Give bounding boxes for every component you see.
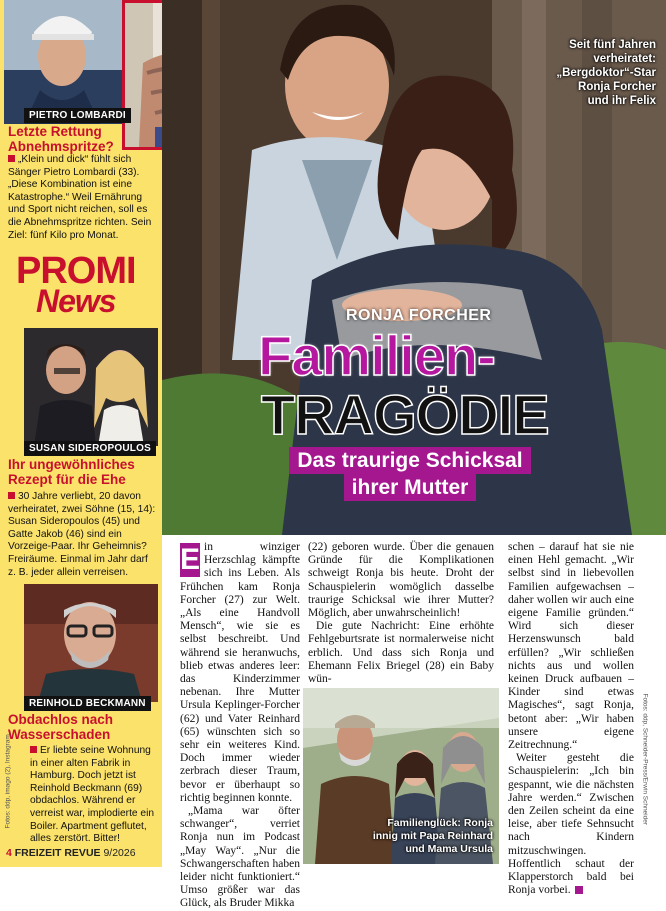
column-1-text-b: „Mama war öfter schwanger“, verriet Ronja nun im Podcast „May Way“. „Nur die Schwangerschaften haben leider nicht funktioniert.“ Umso größer war das Glück, als Bruder Mikka <box>180 805 300 910</box>
caption-susan-sideropoulos: SUSAN SIDEROPOULOS <box>24 441 156 456</box>
headline-pietro-lombardi: Letzte Rettung Abnehmspritze? <box>8 124 114 154</box>
headline-reinhold-beckmann: Obdachlos nach Wasserschaden <box>8 712 114 742</box>
logo-news: News <box>36 283 116 319</box>
photo-credit-right <box>640 693 650 826</box>
article-kicker: RONJA FORCHER <box>346 307 492 324</box>
text-reinhold-beckmann <box>30 745 156 846</box>
caption-pietro-lombardi: PIETRO LOMBARDI <box>24 108 131 123</box>
column-3-text-b: Weiter gesteht die Schauspielerin: „Ich bin gespannt, wie die nächsten Jahre werden.“ Zwischen den Zeilen scheint da eine leise, aber tiefe Sehnsucht nach Kindern mitzuschwingen. Hoffentlich schaut der Klapperstorch bald bei Ronja vorbei. <box>508 752 634 897</box>
photo-credit-left <box>3 734 13 830</box>
column-2-text: (22) geboren wurde. Über die genauen Gründe für die Komplikationen schweigt Ronja bis heute. Droht der Schauspielerin womöglich dasselbe traurige Schicksal wie ihrer Mutter? Möglich, aber unwahrscheinlich! <box>308 541 494 620</box>
text-susan-sideropoulos-body: 30 Jahre verliebt, 20 davon verheiratet, zwei Söhne (15, 14): Susan Sideropoulos (45) und Gatte Jakob (46) sind ein Vorzeige-Paar. Ihr Geheimnis? Freiräume. Einmal im Jahr darf z. B. jeder allein verreisen. <box>8 491 156 578</box>
article-column-3 <box>508 541 634 897</box>
end-mark <box>575 886 583 894</box>
sidebar-promi-news <box>0 0 162 867</box>
dropcap: E <box>180 543 201 576</box>
page-footer <box>6 847 136 859</box>
subtitle-line1: Das traurige Schicksal <box>289 447 530 474</box>
logo-promi: PROMI <box>16 250 136 292</box>
text-pietro-lombardi-body: „Klein und dick“ fühlt sich Sänger Pietro Lombardi (33). „Diese Kombination ist eine Katastrophe.“ Weil Ernährung und Sport nicht reichen, soll es die Abnehmspritze richten. Sein Ziel: fünf Kilo pro Monat. <box>8 154 152 241</box>
photo-susan-sideropoulos <box>24 328 158 446</box>
article-title-line1: Familien- <box>258 324 495 387</box>
inset-caption-line: und Mama Ursula <box>405 843 493 855</box>
hero-caption-line: Ronja Forcher <box>578 81 656 93</box>
bullet-square <box>8 492 15 499</box>
photo-pietro-lombardi-portrait <box>4 0 122 124</box>
photo-credit-left-text: Fotos: ddp, imago (2), Instagram <box>4 734 12 829</box>
column-3-text: schen – darauf hat sie nie einen Hehl gemacht. „Wir selbst sind in liebevollen Familien aufgewachsen – daher wollen wir auch eine eigene Familie gründen.“ Wird sich dieser Herzenswunsch bald erfüllen? „Wir schließen nichts aus und wollen keinen Druck aufbauen – Kinder sind etwas Magisches“, sagt Ronja, betont aber: „Wir haben unsere eigene Zeitrechnung.“ <box>508 541 634 752</box>
magazine-name: FREIZEIT REVUE <box>14 847 101 859</box>
photo-credit-right-text: Fotos: ddp, Schneider-Press/Erwin Schneider <box>641 693 649 826</box>
article-subtitle <box>265 447 555 501</box>
inset-caption <box>373 817 493 856</box>
hero-caption-line: Seit fünf Jahren <box>569 39 656 51</box>
hero-caption-line: „Bergdoktor“-Star <box>556 67 656 79</box>
text-susan-sideropoulos <box>8 491 156 579</box>
hero-caption-line: verheiratet: <box>593 53 656 65</box>
article-title-line2: TRAGÖDIE <box>261 383 549 446</box>
inset-caption-line: Familienglück: Ronja <box>387 817 493 829</box>
photo-reinhold-beckmann <box>24 584 158 702</box>
caption-reinhold-beckmann: REINHOLD BECKMANN <box>24 696 151 711</box>
headline-susan-sideropoulos: Ihr ungewöhnliches Rezept für die Ehe <box>8 457 135 487</box>
subtitle-line2: ihrer Mutter <box>344 474 477 501</box>
column-1-text: in winziger Herzschlag kämpfte sich ins Leben. Als Frühchen kam Ronja Forcher (27) zur Welt. „Als eine Handvoll Mensch“, wie sie es selbst beschreibt. Und während sie heranwuchs, blieb etwas anderes leer: das Kinderzimmer nebenan. Ihre Mutter Ursula Keplinger-Forcher (62) und Vater Reinhard (65) wünschten sich so sehr ein weiteres Kind. Doch immer wieder zerbrach dieser Traum, bevor er überhaupt so richtig beginnen konnte. <box>180 541 300 804</box>
issue-number: 9/2026 <box>103 847 136 859</box>
inset-caption-line: innig mit Papa Reinhard <box>372 830 493 842</box>
article-column-1 <box>180 541 300 911</box>
photo-family-inset <box>303 688 499 864</box>
bullet-square <box>30 746 37 753</box>
text-pietro-lombardi <box>8 154 156 242</box>
page-number: 4 <box>6 847 12 859</box>
hero-photo-caption <box>556 38 656 108</box>
article-column-2 <box>308 541 494 686</box>
hero-caption-line: und ihr Felix <box>587 95 656 107</box>
bullet-square <box>8 155 15 162</box>
text-reinhold-beckmann-body: Er liebte seine Wohnung in einer alten Fabrik in Hamburg. Doch jetzt ist Reinhold Beckmann (69) obdachlos. Während er verreist war, implodierte ein Boiler. Apartment geflutet, alles zerstört. Bitter! <box>30 745 154 845</box>
column-2-text-b: Die gute Nachricht: Eine erhöhte Fehlgeburtsrate ist normalerweise nicht erblich. Und dass sich Ronja und Ehemann Felix Briegel (28) ein Baby wün- <box>308 620 494 686</box>
